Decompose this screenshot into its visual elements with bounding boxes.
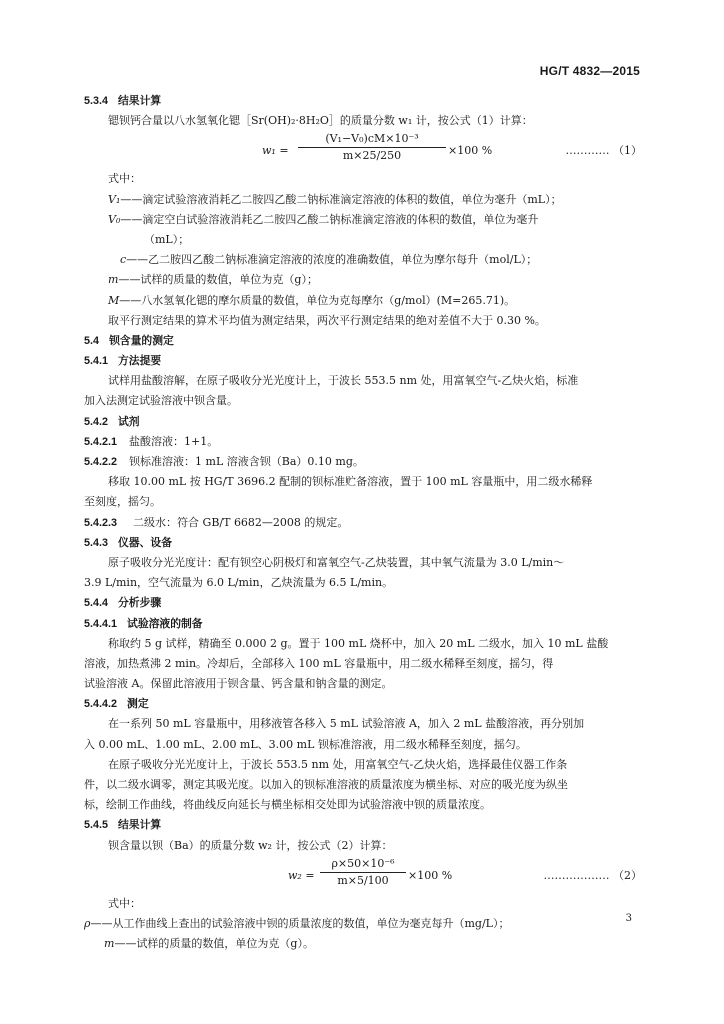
formula-1	[84, 131, 644, 169]
definition-item: M——八水氢氧化锶的摩尔质量的数值，单位为克每摩尔（g/mol）(M=265.71)。	[108, 293, 516, 307]
definition-item: V₀——滴定空白试验溶液消耗乙二胺四乙酸二钠标准滴定溶液的体积的数值，单位为毫升	[108, 212, 539, 226]
section-heading-5-4-2: 5.4.2 试剂	[84, 415, 140, 428]
definition-item: c——乙二胺四乙酸二钠标准滴定溶液的浓度的准确数值，单位为摩尔每升（mol/L）；	[120, 253, 538, 267]
formula-number: ……………… （2）	[543, 868, 642, 882]
formula-lhs: w₂ =	[288, 868, 315, 882]
where-label: 式中：	[108, 896, 141, 910]
paragraph: 锶钡钙合量以八水氢氧化锶［Sr(OH)₂·8H₂O］的质量分数 w₁ 计，按公式（1）计算：	[108, 114, 533, 128]
paragraph-line: 溶液，加热煮沸 2 min。冷却后，全部移入 100 mL 容量瓶中，用二级水稀释至刻度，摇匀，得	[84, 656, 554, 670]
paragraph: 钡含量以钡（Ba）的质量分数 w₂ 计，按公式（2）计算：	[108, 838, 393, 852]
paragraph-line: 原子吸收分光光度计：配有钡空心阴极灯和富氧空气-乙炔装置，其中氧气流量为 3.0 L/min～	[108, 555, 565, 569]
paragraph-line: 至刻度，摇匀。	[84, 495, 161, 509]
paragraph-line: 移取 10.00 mL 按 HG/T 3696.2 配制的钡标准贮备溶液，置于 100 mL 容量瓶中，用二级水稀释	[108, 475, 593, 489]
paragraph-line: 在原子吸收分光光度计上，于波长 553.5 nm 处，用富氧空气-乙炔火焰，选择最佳仪器工作条	[108, 757, 568, 771]
formula-fraction	[298, 131, 446, 164]
formula-fraction	[320, 856, 406, 889]
formula-numerator: ρ×50×10⁻⁶	[320, 856, 406, 873]
standard-code: HG/T 4832—2015	[539, 64, 640, 78]
formula-denominator: m×25/250	[342, 149, 402, 163]
list-item: 5.4.2.1 盐酸溶液：1+1。	[84, 434, 219, 448]
formula-rhs: ×100 %	[448, 144, 493, 158]
section-heading-5-4: 5.4 钡含量的测定	[84, 334, 174, 347]
paragraph-line: 称取约 5 g 试样，精确至 0.000 2 g。置于 100 mL 烧杯中，加入 20 mL 二级水，加入 10 mL 盐酸	[108, 636, 609, 650]
paragraph-line: 加入法测定试验溶液中钡含量。	[84, 394, 238, 408]
section-heading-5-4-4: 5.4.4 分析步骤	[84, 597, 162, 610]
paragraph-line: 在一系列 50 mL 容量瓶中，用移液管各移入 5 mL 试验溶液 A，加入 2 mL 盐酸溶液，再分别加	[108, 717, 585, 731]
section-heading-5-4-5: 5.4.5 结果计算	[84, 819, 162, 832]
section-heading-5-4-1: 5.4.1 方法提要	[84, 355, 162, 368]
section-heading-5-4-4-1: 5.4.4.1 试验溶液的制备	[84, 617, 203, 630]
paragraph-line: 标，绘制工作曲线，将曲线反向延长与横坐标相交处即为试验溶液中钡的质量浓度。	[84, 798, 491, 812]
list-item: 5.4.2.2 钡标准溶液：1 mL 溶液含钡（Ba）0.10 mg。	[84, 455, 364, 468]
paragraph-line: 入 0.00 mL、1.00 mL、2.00 mL、3.00 mL 钡标准溶液，用二级水稀释至刻度，摇匀。	[84, 737, 527, 751]
document-body	[84, 91, 644, 954]
definition-continuation: （mL）；	[144, 232, 190, 246]
formula-number: ………… （1）	[565, 144, 642, 158]
section-heading-5-4-4-2: 5.4.4.2 测定	[84, 698, 149, 711]
paragraph-line: 试验溶液 A。保留此溶液用于钡含量、钙含量和钠含量的测定。	[84, 677, 393, 691]
section-heading-5-4-3: 5.4.3 仪器、设备	[84, 536, 172, 549]
definition-item: ρ——从工作曲线上查出的试验溶液中钡的质量浓度的数值，单位为毫克每升（mg/L）；	[84, 916, 510, 930]
where-label: 式中：	[108, 172, 141, 186]
paragraph: 取平行测定结果的算术平均值为测定结果，两次平行测定结果的绝对差值不大于 0.30 %。	[108, 313, 546, 327]
definition-item: V₁——滴定试验溶液消耗乙二胺四乙酸二钠标准滴定溶液的体积的数值，单位为毫升（mL）；	[108, 192, 562, 206]
formula-denominator: m×5/100	[337, 873, 389, 887]
formula-rhs: ×100 %	[408, 868, 453, 882]
paragraph-line: 3.9 L/min，空气流量为 6.0 L/min，乙炔流量为 6.5 L/min。	[84, 576, 394, 590]
paragraph-line: 件，以二级水调零，测定其吸光度。以加入的钡标准溶液的质量浓度为横坐标、对应的吸光度为纵坐	[84, 778, 568, 791]
definition-item: m——试样的质量的数值，单位为克（g）。	[104, 937, 314, 951]
list-item: 5.4.2.3 二级水：符合 GB/T 6682—2008 的规定。	[84, 515, 349, 529]
page-number: 3	[625, 913, 632, 924]
formula-lhs: w₁ =	[262, 144, 289, 158]
paragraph-line: 试样用盐酸溶解，在原子吸收分光光度计上，于波长 553.5 nm 处，用富氧空气-乙炔火焰，标准	[108, 374, 579, 388]
section-heading-5-3-4: 5.3.4 结果计算	[84, 95, 162, 107]
definition-item: m——试样的质量的数值，单位为克（g）；	[108, 273, 318, 287]
formula-2	[84, 856, 644, 894]
formula-numerator: (V₁−V₀)cM×10⁻³	[298, 131, 446, 148]
